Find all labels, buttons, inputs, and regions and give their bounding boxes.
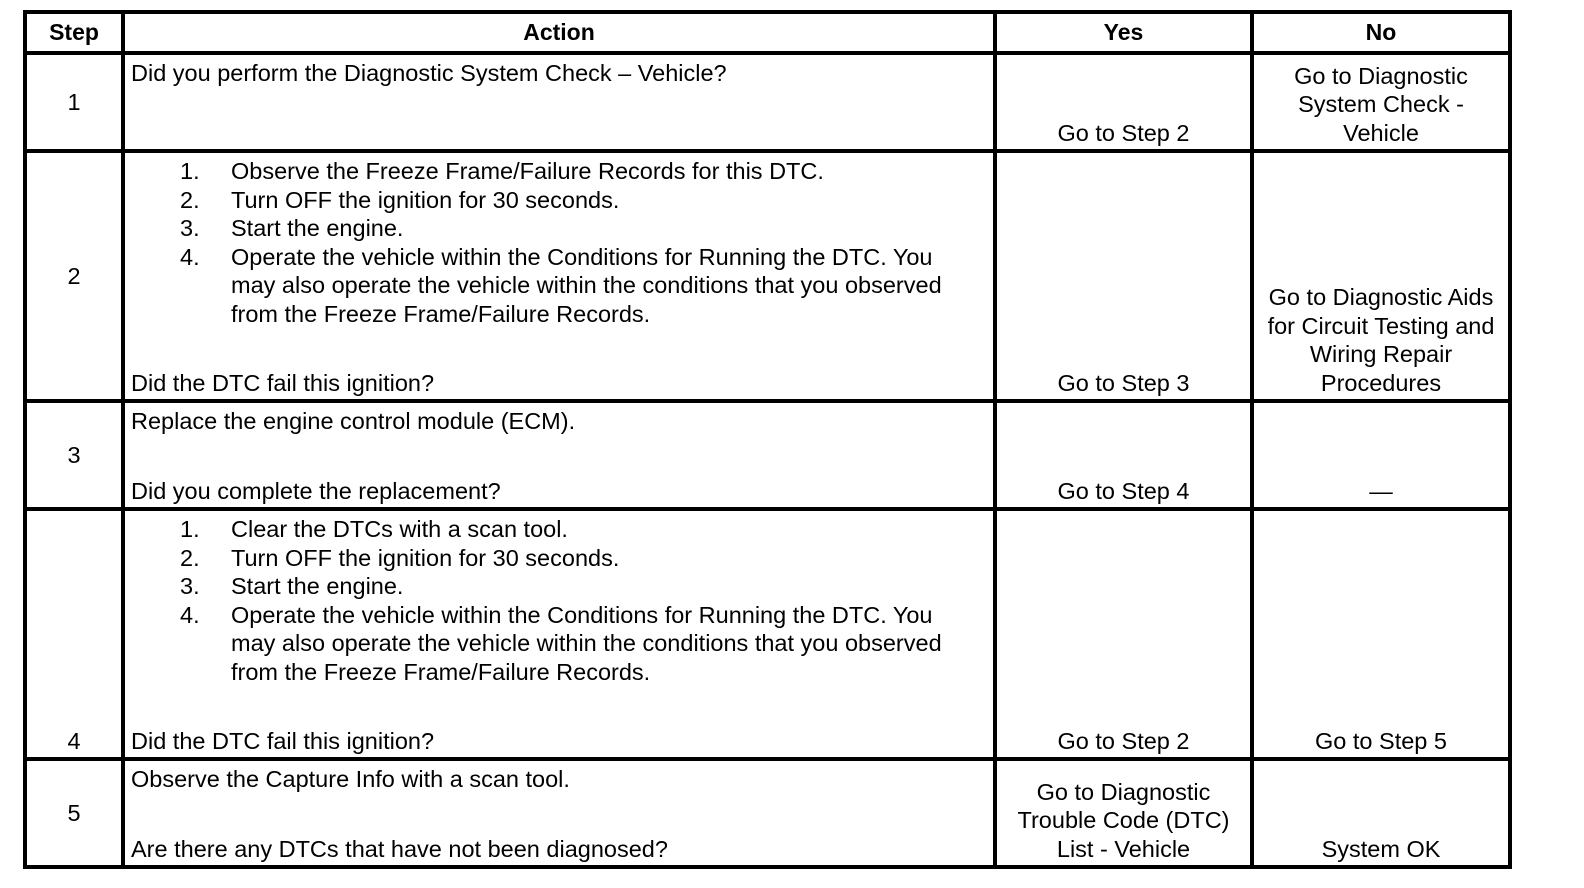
- action-instruction: Replace the engine control module (ECM).: [131, 408, 576, 434]
- header-step: Step: [25, 12, 123, 53]
- yes-cell: Go to Step 4: [995, 401, 1252, 509]
- action-instruction: Observe the Capture Info with a scan tool.: [131, 766, 570, 792]
- action-question: Did you complete the replacement?: [131, 477, 501, 504]
- table-row: [25, 759, 1510, 867]
- action-list: [131, 515, 979, 686]
- table-row: [25, 401, 1510, 509]
- action-question: Did the DTC fail this ignition?: [131, 727, 435, 754]
- step-number: 3: [25, 401, 123, 509]
- action-cell: [123, 401, 995, 509]
- step-number: 2: [25, 151, 123, 401]
- list-item: 3. Start the engine.: [180, 573, 404, 599]
- action-question: Did the DTC fail this ignition?: [131, 369, 435, 396]
- header-row: [25, 12, 1510, 53]
- action-cell: [123, 509, 995, 759]
- header-action: Action: [123, 12, 995, 53]
- list-item: 1. Observe the Freeze Frame/Failure Records for this DTC.: [180, 158, 824, 184]
- yes-cell: Go to Diagnostic Trouble Code (DTC) List - Vehicle: [995, 759, 1252, 867]
- header-yes: Yes: [995, 12, 1252, 53]
- list-item: 4. Operate the vehicle within the Conditions for Running the DTC. You may also operate the vehicle within the conditions that you observed from the Freeze Frame/Failure Records.: [180, 601, 942, 685]
- diagnostic-table: [23, 10, 1512, 869]
- action-question: Are there any DTCs that have not been diagnosed?: [131, 835, 668, 862]
- no-cell: Go to Diagnostic Aids for Circuit Testing and Wiring Repair Procedures: [1252, 151, 1510, 401]
- list-item: 4. Operate the vehicle within the Conditions for Running the DTC. You may also operate the vehicle within the conditions that you observed from the Freeze Frame/Failure Records.: [180, 243, 942, 327]
- list-item: 3. Start the engine.: [180, 215, 404, 241]
- no-cell: —: [1252, 401, 1510, 509]
- no-cell: Go to Step 5: [1252, 509, 1510, 759]
- action-cell: [123, 151, 995, 401]
- yes-cell: Go to Step 2: [995, 53, 1252, 151]
- yes-cell: Go to Step 3: [995, 151, 1252, 401]
- step-number: 5: [25, 759, 123, 867]
- list-item: 1. Clear the DTCs with a scan tool.: [180, 516, 568, 542]
- action-list: [131, 157, 979, 328]
- table-row: [25, 509, 1510, 759]
- table-row: [25, 53, 1510, 151]
- no-cell: Go to Diagnostic System Check - Vehicle: [1252, 53, 1510, 151]
- no-cell: System OK: [1252, 759, 1510, 867]
- list-item: 2. Turn OFF the ignition for 30 seconds.: [180, 544, 620, 571]
- table-row: [25, 151, 1510, 401]
- step-number: 4: [25, 509, 123, 759]
- action-cell: [123, 53, 995, 151]
- list-item: 2. Turn OFF the ignition for 30 seconds.: [180, 186, 620, 213]
- action-question: Did you perform the Diagnostic System Check – Vehicle?: [131, 60, 727, 86]
- action-cell: [123, 759, 995, 867]
- step-number: 1: [25, 53, 123, 151]
- yes-cell: Go to Step 2: [995, 509, 1252, 759]
- header-no: No: [1252, 12, 1510, 53]
